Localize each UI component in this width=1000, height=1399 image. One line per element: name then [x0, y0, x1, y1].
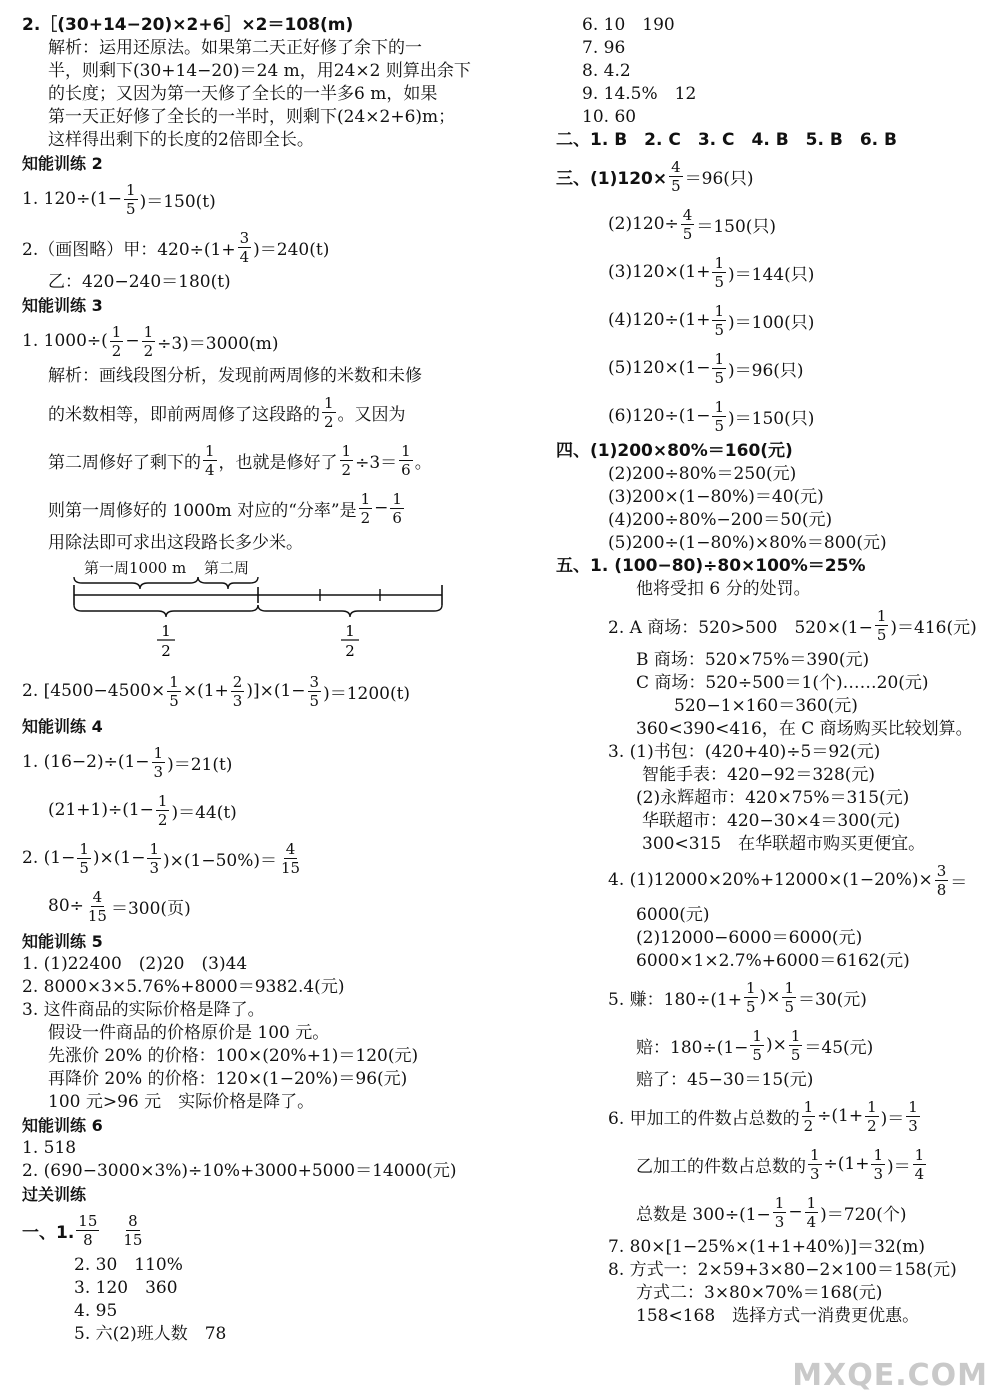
answer-line: (2)12000−6000＝6000(元): [636, 928, 863, 948]
section-heading: 知能训练 2: [22, 154, 103, 173]
answer-line: 3. 120 360: [74, 1278, 178, 1298]
formula-line: 5. 赚：180÷(1+ $\frac{1}{5}$ )× $\frac{1}{5}$ ＝30(元): [608, 978, 867, 1016]
answer-line: (2)200÷80%＝250(元): [608, 464, 797, 484]
answer-line: 华联超市：420−30×4＝300(元): [642, 811, 901, 831]
line-segment-diagram: [22, 555, 522, 667]
answer-line: 9. 14.5% 12: [582, 84, 697, 104]
answer-line: 300<315 在华联超市购买更便宜。: [642, 834, 926, 854]
answer-line: 2. 8000×3×5.76%+8000＝9382.4(元): [22, 977, 345, 997]
segment-drawing: [22, 555, 462, 667]
formula-line: (3)120×(1+ $\frac{1}{5}$ )＝144(只): [608, 253, 815, 291]
week2-label: 第二周: [204, 559, 250, 577]
formula-line: 1. (16−2)÷(1− $\frac{1}{3}$ )＝21(t): [22, 743, 233, 781]
answer-line: 1. 518: [22, 1138, 77, 1158]
formula-line: 赔：180÷(1− $\frac{1}{5}$ )× $\frac{1}{5}$ ＝45(元): [636, 1026, 874, 1064]
answer-line: (2)永辉超市：420×75%＝315(元): [636, 788, 910, 808]
explanation-line: 半，则剩下(30+14−20)＝24 m，用24×2 则算出余下: [48, 61, 471, 81]
answer-line: 100 元>96 元 实际价格是降了。: [48, 1092, 315, 1112]
formula-line: 1. 1000÷( 1 2 − $\frac{1}{2}$ ÷3)＝3000(m): [22, 322, 279, 360]
answer-line: 520−1×160＝360(元): [674, 696, 858, 716]
answer-line: 二、1. B 2. C 3. C 4. B 5. B 6. B: [556, 130, 898, 150]
answer-line: 2. (690−3000×3%)÷10%+3000+5000＝14000(元): [22, 1161, 457, 1181]
answer-line: 方式二：3×80×70%＝168(元): [636, 1283, 883, 1303]
explanation-line: 这样得出剩下的长度的2倍即全长。: [48, 130, 314, 150]
week1-label: 第一周1000 m: [84, 559, 187, 577]
answer-line: (4)200÷80%−200＝50(元): [608, 510, 833, 530]
explanation-line: 则第一周修好的 1000m 对应的“分率”是 1 2 − $\frac{1}{6}$: [48, 489, 402, 527]
svg-text:2: 2: [161, 642, 171, 660]
answer-line: 3. (1)书包：(420+40)÷5＝92(元): [608, 742, 881, 762]
answer-line: 5. 六(2)班人数 78: [74, 1324, 227, 1344]
formula-line: (6)120÷(1− $\frac{1}{5}$ )＝150(只): [608, 397, 815, 435]
explanation-line: 解析：运用还原法。如果第二天正好修了余下的一: [48, 38, 422, 58]
answer-line: 四、(1)200×80%＝160(元): [556, 441, 793, 461]
explanation-line: 解析：画线段图分析，发现前两周修的米数和未修: [48, 366, 422, 386]
answer-line: 360<390<416，在 C 商场购买比较划算。: [636, 719, 973, 739]
explanation-line: 第二周修好了剩下的 1 4 ，也就是修好了 $\frac{1}{2}$ ÷3＝ 1 6 。: [48, 441, 432, 479]
left-column: [22, 14, 522, 1346]
formula-line: 乙：420−240＝180(t): [48, 272, 231, 292]
explanation-line: 第一天正好修了全长的一半时，则剩下(24×2+6)m；: [48, 107, 456, 127]
answer-line: B 商场：520×75%＝390(元): [636, 650, 870, 670]
answer-line: (5)200÷(1−80%)×80%＝800(元): [608, 533, 887, 553]
site-watermark: MXQE.COM: [792, 1358, 988, 1393]
answer-line: 6000×1×2.7%+6000＝6162(元): [636, 951, 910, 971]
svg-text:1: 1: [345, 622, 355, 640]
fraction: $\frac{1}{5}$: [126, 180, 136, 218]
explanation-line: 的长度；又因为第一天修了全长的一半多6 m，如果: [48, 84, 438, 104]
answer-line: 赔了：45−30＝15(元): [636, 1070, 814, 1090]
answer-line: C 商场：520÷500＝1(个)……20(元): [636, 673, 929, 693]
fraction: $\frac{3}{4}$: [239, 228, 250, 266]
answer-line: 再降价 20% 的价格：120×(1−20%)＝96(元): [48, 1069, 408, 1089]
formula-line: (2)120÷ $\frac{4}{5}$ ＝150(只): [608, 205, 777, 243]
problem-2: 2.［(30+14−20)×2+6］×2＝108(m): [22, 15, 354, 35]
formula-line: 乙加工的件数占总数的 $\frac{1}{3}$ ÷(1+ $\frac{1}{3}$ )＝ 1 4: [636, 1145, 925, 1183]
formula-line: 2.（画图略）甲：420÷(1+ $\frac{3}{4}$ )＝240(t): [22, 228, 330, 266]
section-heading: 知能训练 4: [22, 717, 103, 736]
answer-line: (3)200×(1−80%)＝40(元): [608, 487, 824, 507]
answer-line: 7. 96: [582, 38, 626, 58]
section-heading: 过关训练: [22, 1185, 87, 1204]
answer-line: 8. 4.2: [582, 61, 631, 81]
answer-line: 6000(元): [636, 905, 710, 925]
answer-line: 假设一件商品的价格原价是 100 元。: [48, 1023, 330, 1043]
section-heading: 知能训练 6: [22, 1116, 103, 1135]
formula-line: (21+1)÷(1− $\frac{1}{2}$ )＝44(t): [48, 791, 237, 829]
answer-line: 158<168 选择方式一消费更优惠。: [636, 1306, 920, 1326]
answer-line: 2. 30 110%: [74, 1255, 183, 1275]
answer-line: 五、1. (100−80)÷80×100%＝25%: [556, 556, 866, 576]
formula-line: 2. [4500−4500× $\frac{1}{5}$ ×(1+ $\frac{2}{3}$ )]×(1− $\frac{3}{5}$ )＝1200(t): [22, 672, 411, 710]
formula-line: 6. 甲加工的件数占总数的 $\frac{1}{2}$ ÷(1+ $\frac{1}{2}$ )＝ 1 3: [608, 1097, 918, 1135]
answer-line: 1. (1)22400 (2)20 (3)44: [22, 954, 248, 974]
answer-line: 一、1. 15 8 8 15: [22, 1211, 143, 1249]
answer-line: 10. 60: [582, 107, 637, 127]
answer-line: 7. 80×[1−25%×(1+1+40%)]＝32(m): [608, 1237, 926, 1257]
formula-line: 2. (1− $\frac{1}{5}$ )×(1− $\frac{1}{3}$ )×(1−50%)＝ 4 15: [22, 839, 301, 877]
formula-line: 总数是 300÷(1− $\frac{1}{3}$ − $\frac{1}{4}$ )＝720(个): [636, 1193, 907, 1231]
formula-line: 4. (1)12000×20%+12000×(1−20%)× $\frac{3}{8}$ ＝: [608, 861, 968, 899]
svg-text:2: 2: [345, 642, 355, 660]
answer-line: 智能手表：420−92＝328(元): [642, 765, 876, 785]
formula-line: 80÷ $\frac{4}{15}$ ＝300(页): [48, 887, 191, 925]
answer-line: 6. 10 190: [582, 15, 675, 35]
formula-line: (4)120÷(1+ $\frac{1}{5}$ )＝100(只): [608, 301, 815, 339]
answer-line: 他将受扣 6 分的处罚。: [636, 579, 811, 599]
svg-text:1: 1: [161, 622, 171, 640]
section-heading: 知能训练 3: [22, 296, 103, 315]
answer-line: 先涨价 20% 的价格：100×(20%+1)＝120(元): [48, 1046, 419, 1066]
explanation-line: 的米数相等，即前两周修了这段路的 1 2 。又因为: [48, 393, 406, 431]
right-column: [556, 14, 986, 1328]
answer-line: 4. 95: [74, 1301, 118, 1321]
formula-line: 三、(1)120× $\frac{4}{5}$ ＝96(只): [556, 157, 754, 195]
answer-line: 8. 方式一：2×59+3×80−2×100＝158(元): [608, 1260, 957, 1280]
formula-line: 2. A 商场：520>500 520×(1− $\frac{1}{5}$ )＝416(元): [608, 606, 977, 644]
formula-line: (5)120×(1− $\frac{1}{5}$ )＝96(只): [608, 349, 804, 387]
formula-line: 1. 120÷(1− $\frac{1}{5}$ )＝150(t): [22, 180, 216, 218]
answer-line: 3. 这件商品的实际价格是降了。: [22, 1000, 265, 1020]
section-heading: 知能训练 5: [22, 932, 103, 951]
explanation-line: 用除法即可求出这段路长多少米。: [48, 533, 303, 553]
